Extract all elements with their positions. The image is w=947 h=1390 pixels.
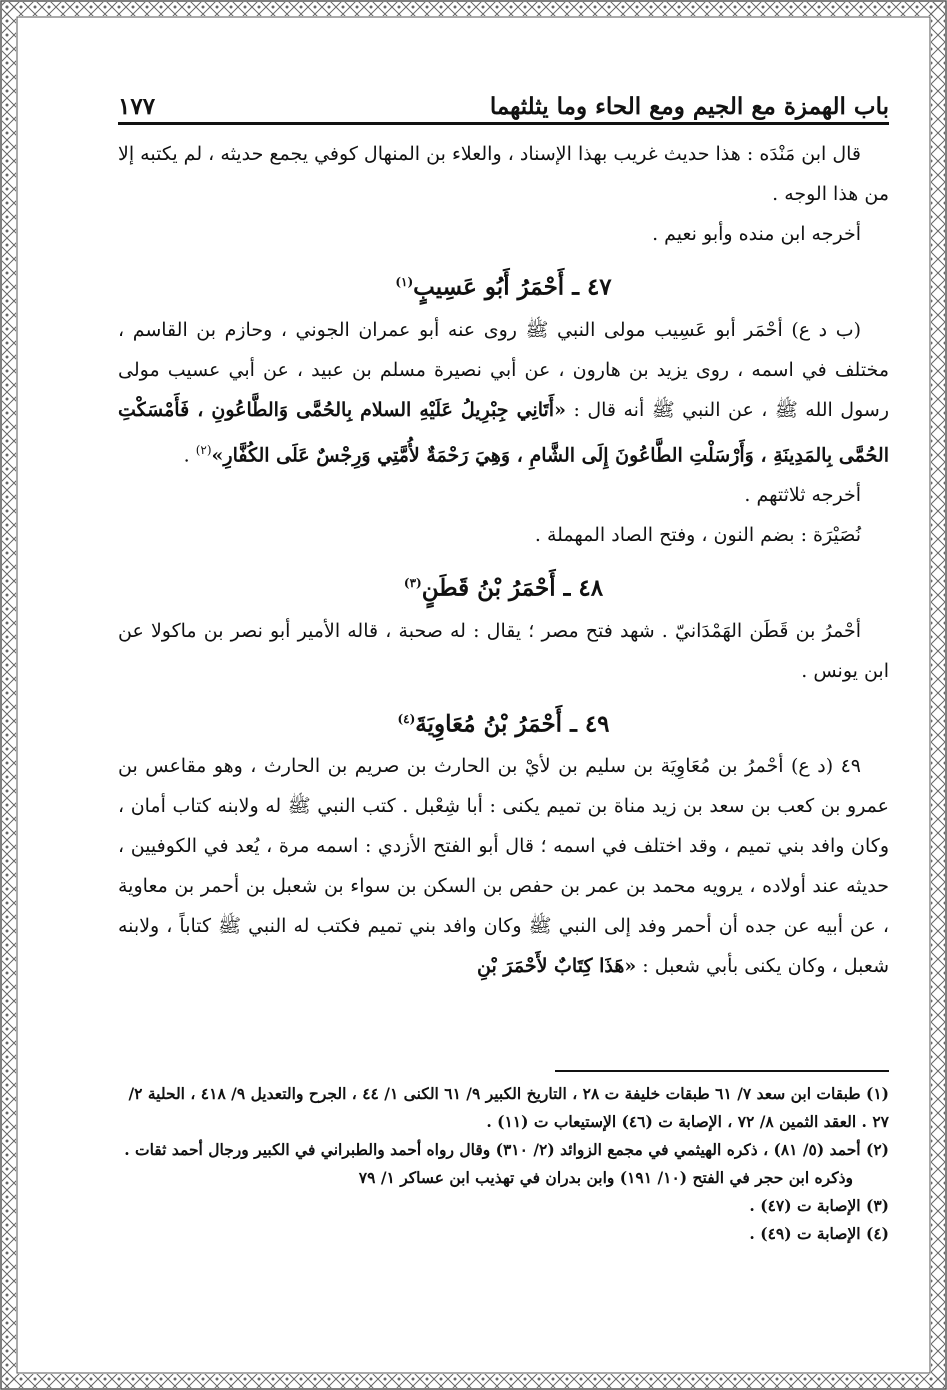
running-header — [118, 82, 889, 120]
paragraph: أحْمرُ بن قَطَن الهَمْدَانيّ . شهد فتح مصر ؛ يقال : له صحبة ، قاله الأمير أبو نصر بن ماكولا عن ابن يونس . — [118, 619, 889, 682]
hadith-quote: «هَذَا كِتَابٌ لأَحْمَرَ بْنِ — [477, 955, 637, 978]
footnote-rule — [555, 1070, 889, 1072]
book-page — [30, 70, 917, 1360]
paragraph — [118, 310, 889, 475]
footnote-2: (٢) أحمد (٥/ ٨١) ، ذكره الهيثمي في مجمع الزوائد (٢/ ٣١٠) وقال رواه أحمد والطبراني في الكبير ورجال أحمد ثقات . — [124, 1140, 889, 1159]
footnote-2-continued: وذكره ابن حجر في الفتح (١٠/ ١٩١) وابن بدران في تهذيب ابن عساكر ١/ ٧٩ — [358, 1168, 853, 1187]
heading-text: ٤٧ ـ أَحْمَرُ أَبُو عَسِيبٍ — [413, 273, 612, 301]
page-number: ١٧٧ — [118, 93, 156, 120]
text-run: (ب د ع) أحْمَر أبو عَسِيب مولى النبي ﷺ روى عنه أبو عمران الجوني ، وحازم بن القاسم ، مختلف في اسمه ، روى يزيد بن هارون ، عن أبي نصيرة مسلم بن عبيد ، عن أبي عسيب مولى رسول الله ﷺ ، عن النبي ﷺ أنه قال : — [118, 318, 890, 421]
chapter-title: باب الهمزة مع الجيم ومع الحاء وما يثلثهما — [489, 93, 889, 120]
paragraph: أخرجه ابن منده وأبو نعيم . — [652, 223, 861, 245]
footnote-ref: (٤) — [397, 711, 416, 726]
heading-text: ٤٩ ـ أَحْمَرُ بْنُ مُعَاوِيَةَ — [415, 710, 610, 738]
paragraph: نُصَيْرَة : بضم النون ، وفتح الصاد المهملة . — [534, 523, 861, 546]
footnote-ref: (١) — [395, 275, 414, 289]
footnotes — [118, 1080, 889, 1248]
main-text — [118, 134, 889, 986]
hadith-quote: «أَتَانِي جِبْرِيلُ عَلَيْهِ السلام بِالحُمَّى وَالطَّاعُونِ ، فَأَمْسَكْتِ الحُمَّى بِالمَدِينَةِ ، وَأَرْسَلْتِ الطَّاعُونَ إِلَى الشَّامِ ، وَهِيَ رَحْمَةٌ لأُمَّتِي وَرِجْسٌ عَلَى الكُفَّارِ» — [118, 398, 889, 466]
paragraph: أخرجه ثلاثتهم . — [744, 483, 861, 506]
entry-heading-48 — [118, 563, 889, 609]
footnote-1: (١) طبقات ابن سعد ٧/ ٦١ طبقات خليفة ت ٢٨ ، التاريخ الكبير ٩/ ٦١ الكنى ١/ ٤٤ ، الجرح والتعديل ٩/ ٤١٨ ، الحلية ٢/ ٢٧ . العقد الثمين ٨/ ٧٢ ، الإصابة ت (٤٦) الإستيعاب ت (١١) . — [128, 1084, 889, 1131]
header-rule — [118, 122, 889, 125]
heading-text: ٤٨ ـ أَحْمَرُ بْنُ قَطَنٍ — [421, 574, 604, 602]
paragraph: قال ابن مَنْدَه : هذا حديث غريب بهذا الإسناد ، والعلاء بن المنهال كوفي يجمع حديثه ، لم يكتبه إلا من هذا الوجه . — [118, 143, 889, 205]
footnote-ref: (٢) — [195, 442, 212, 457]
entry-heading-49 — [118, 699, 889, 745]
footnote-4: (٤) الإصابة ت (٤٩) . — [749, 1224, 889, 1243]
footnote-ref: (٣) — [403, 575, 422, 590]
footnote-3: (٣) الإصابة ت (٤٧) . — [749, 1196, 889, 1215]
paragraph — [118, 746, 889, 986]
text-run: . — [183, 443, 196, 466]
text-run: ٤٩ (د ع) أحْمرُ بن مُعَاوِيَة بن سليم بن لأيْ بن الحارث بن صريم بن الحارث ، وهو مقاعس بن عمرو بن كعب بن سعد بن زيد مناة بن تميم يكنى : أبا شِعْبل . كتب النبي ﷺ له ولابنه كتاب أمان ، وكان وافد بني تميم ، وقد اختلف في اسمه ؛ قال أبو الفتح الأزدي : اسمه مرة ، يُعد في الكوفيين ، حديثه عند أولاده ، يرويه محمد بن عمر بن حفص بن السكن بن سواء بن شعبل بن أحمر بن معاوية ، عن أبيه عن جده أن أحمر وفد إلى النبي ﷺ وكان وافد بني تميم فكتب له النبي ﷺ كتاباً ، ولابنه شعبل ، وكان يكنى بأبي شعبل : — [118, 755, 889, 978]
entry-heading-47 — [118, 262, 889, 308]
